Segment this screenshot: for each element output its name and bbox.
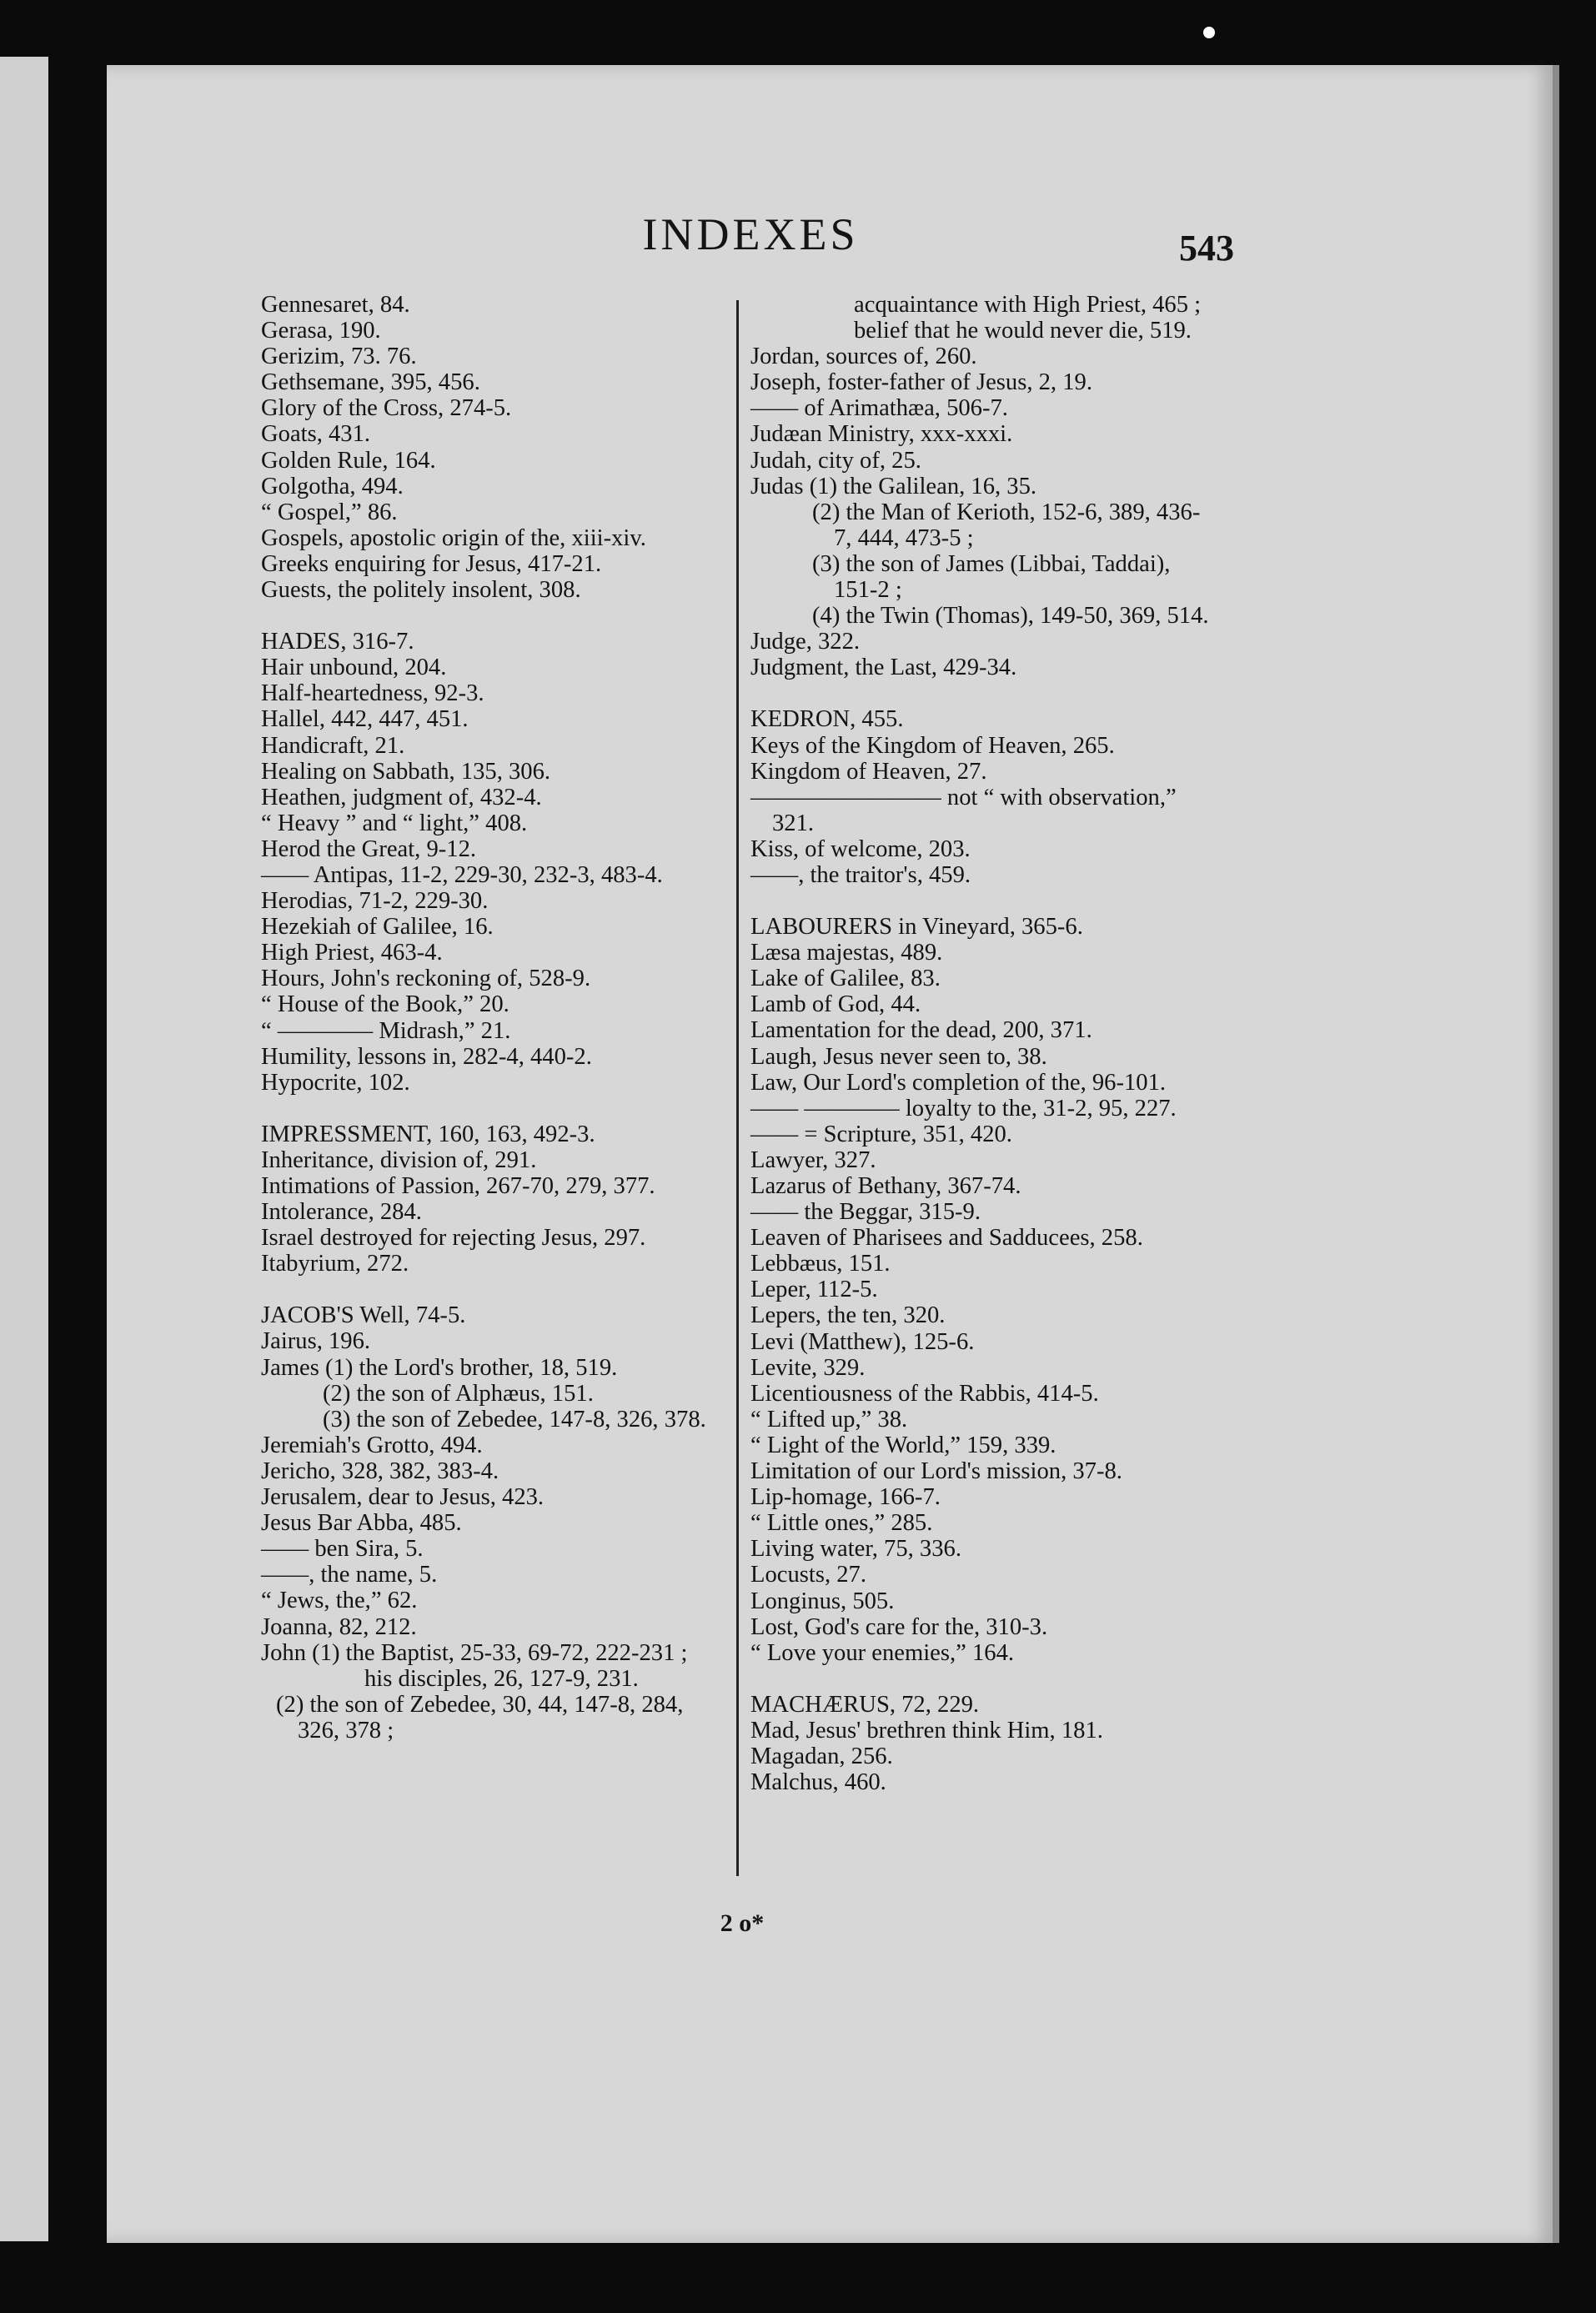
- index-entry: Hair unbound, 204.: [261, 655, 447, 681]
- section-gap: [261, 1096, 728, 1121]
- index-entry: HADES, 316-7.: [261, 629, 414, 655]
- index-entry: Locusts, 27.: [750, 1562, 866, 1588]
- index-entry: Judgment, the Last, 429-34.: [750, 655, 1017, 681]
- index-entry: —— of Arimathæa, 506-7.: [750, 395, 1008, 422]
- index-entry: Living water, 75, 336.: [750, 1536, 961, 1563]
- index-entry: “ Gospel,” 86.: [261, 499, 398, 525]
- page-title: INDEXES: [642, 209, 859, 259]
- column-divider: [736, 300, 739, 1876]
- index-entry: “ House of the Book,” 20.: [261, 991, 509, 1018]
- index-entry: Joseph, foster-father of Jesus, 2, 19.: [750, 369, 1092, 396]
- index-entry: Jairus, 196.: [261, 1328, 371, 1355]
- index-entry: Lost, God's care for the, 310-3.: [750, 1613, 1048, 1640]
- index-entry: Hallel, 442, 447, 451.: [261, 706, 469, 733]
- index-entry: Laugh, Jesus never seen to, 38.: [750, 1043, 1047, 1070]
- index-entry: Lamb of God, 44.: [750, 991, 921, 1018]
- index-entry: (3) the son of Zebedee, 147-8, 326, 378.: [323, 1406, 706, 1432]
- section-gap: [750, 888, 1217, 914]
- index-entry: John (1) the Baptist, 25-33, 69-72, 222-231 ;: [261, 1639, 688, 1666]
- index-entry: Lebbæus, 151.: [750, 1251, 891, 1277]
- index-entry: Keys of the Kingdom of Heaven, 265.: [750, 732, 1115, 759]
- index-entry: Magadan, 256.: [750, 1743, 893, 1769]
- index-entry: Gerizim, 73. 76.: [261, 344, 417, 370]
- index-entry: (2) the son of Zebedee, 30, 44, 147-8, 284, 326, 378 ;: [276, 1691, 684, 1744]
- previous-page-edge: [0, 57, 48, 2241]
- index-entry: Leper, 112-5.: [750, 1277, 878, 1303]
- index-entry: Jordan, sources of, 260.: [750, 344, 977, 370]
- index-entry: Gerasa, 190.: [261, 318, 381, 344]
- index-entry: Hypocrite, 102.: [261, 1069, 410, 1096]
- index-entry: Malchus, 460.: [750, 1769, 886, 1796]
- index-entry: “ Little ones,” 285.: [750, 1510, 933, 1537]
- index-entry: Greeks enquiring for Jesus, 417-21.: [261, 550, 602, 577]
- page-number: 543: [1179, 228, 1234, 268]
- index-entry: Kiss, of welcome, 203.: [750, 835, 971, 862]
- index-entry: Longinus, 505.: [750, 1588, 895, 1614]
- index-entry: Law, Our Lord's completion of the, 96-101.: [750, 1069, 1167, 1096]
- index-entry: Kingdom of Heaven, 27.: [750, 758, 987, 785]
- index-entry: Herodias, 71-2, 229-30.: [261, 888, 489, 915]
- index-entry: Jerusalem, dear to Jesus, 423.: [261, 1484, 545, 1511]
- section-gap: [750, 1666, 1217, 1692]
- index-entry: Limitation of our Lord's mission, 37-8.: [750, 1458, 1122, 1485]
- index-entry: ———————— not “ with observation,” 321.: [750, 784, 1177, 836]
- index-entry: —— = Scripture, 351, 420.: [750, 1121, 1012, 1147]
- index-entry: Læsa majestas, 489.: [750, 940, 943, 966]
- index-entry: Judæan Ministry, xxx-xxxi.: [750, 421, 1013, 448]
- index-entry: Lamentation for the dead, 200, 371.: [750, 1017, 1092, 1044]
- index-entry: Israel destroyed for rejecting Jesus, 297.: [261, 1225, 646, 1252]
- signature-mark: 2 o*: [720, 1909, 765, 1937]
- index-entry: Lip-homage, 166-7.: [750, 1484, 941, 1511]
- index-entry: Licentiousness of the Rabbis, 414-5.: [750, 1380, 1099, 1407]
- index-entry: Goats, 431.: [261, 421, 371, 448]
- index-entry: —— ———— loyalty to the, 31-2, 95, 227.: [750, 1095, 1177, 1121]
- section-gap: [261, 603, 728, 629]
- index-entry: (4) the Twin (Thomas), 149-50, 369, 514.: [812, 603, 1209, 630]
- index-entry: Jesus Bar Abba, 485.: [261, 1510, 462, 1537]
- index-entry: “ Jews, the,” 62.: [261, 1588, 418, 1614]
- index-entry: (3) the son of James (Libbai, Taddai), 151-2 ;: [812, 550, 1171, 604]
- index-entry: Lazarus of Bethany, 367-74.: [750, 1173, 1021, 1199]
- index-entry: High Priest, 463-4.: [261, 940, 443, 966]
- index-entry: Gethsemane, 395, 456.: [261, 369, 480, 396]
- index-entry: —— Antipas, 11-2, 229-30, 232-3, 483-4.: [261, 861, 663, 888]
- index-entry: Guests, the politely insolent, 308.: [261, 577, 581, 604]
- index-entry: Mad, Jesus' brethren think Him, 181.: [750, 1717, 1103, 1744]
- index-entry: Joanna, 82, 212.: [261, 1613, 417, 1640]
- index-entry: Golgotha, 494.: [261, 473, 404, 499]
- index-entry: LABOURERS in Vineyard, 365-6.: [750, 914, 1083, 941]
- index-entry: ——, the traitor's, 459.: [750, 861, 971, 888]
- index-entry: Intimations of Passion, 267-70, 279, 377.: [261, 1173, 655, 1199]
- index-entry: Herod the Great, 9-12.: [261, 835, 477, 862]
- index-entry: Jericho, 328, 382, 383-4.: [261, 1458, 499, 1484]
- index-entry: MACHÆRUS, 72, 229.: [750, 1691, 980, 1718]
- index-entry: Leaven of Pharisees and Sadducees, 258.: [750, 1225, 1143, 1252]
- index-entry: Gennesaret, 84.: [261, 292, 410, 318]
- index-entry: “ ———— Midrash,” 21.: [261, 1017, 511, 1044]
- index-entry: his disciples, 26, 127-9, 231.: [364, 1665, 639, 1692]
- index-entry: Glory of the Cross, 274-5.: [261, 395, 512, 422]
- index-entry: Humility, lessons in, 282-4, 440-2.: [261, 1043, 592, 1070]
- index-entry: Hezekiah of Galilee, 16.: [261, 914, 494, 941]
- index-entry: Healing on Sabbath, 135, 306.: [261, 758, 551, 785]
- index-entry: acquaintance with High Priest, 465 ;: [854, 292, 1202, 318]
- index-entry: (2) the son of Alphæus, 151.: [323, 1380, 594, 1407]
- index-entry: IMPRESSMENT, 160, 163, 492-3.: [261, 1121, 595, 1147]
- index-entry: “ Light of the World,” 159, 339.: [750, 1432, 1056, 1458]
- index-entry: “ Heavy ” and “ light,” 408.: [261, 810, 528, 836]
- index-entry: Levite, 329.: [750, 1354, 866, 1381]
- index-entry: Handicraft, 21.: [261, 732, 405, 759]
- index-entry: “ Love your enemies,” 164.: [750, 1639, 1015, 1666]
- index-entry: Jeremiah's Grotto, 494.: [261, 1432, 483, 1458]
- index-entry: “ Lifted up,” 38.: [750, 1406, 908, 1432]
- index-entry: belief that he would never die, 519.: [854, 318, 1192, 344]
- index-entry: Lawyer, 327.: [750, 1146, 876, 1173]
- speck: [1203, 27, 1215, 38]
- index-entry: James (1) the Lord's brother, 18, 519.: [261, 1354, 618, 1381]
- index-entry: Judas (1) the Galilean, 16, 35.: [750, 473, 1037, 499]
- index-entry: Inheritance, division of, 291.: [261, 1146, 537, 1173]
- index-entry: ——, the name, 5.: [261, 1562, 438, 1588]
- index-entry: Heathen, judgment of, 432-4.: [261, 784, 542, 810]
- index-entry: Golden Rule, 164.: [261, 447, 436, 474]
- index-entry: Itabyrium, 272.: [261, 1251, 409, 1277]
- index-entry: Intolerance, 284.: [261, 1199, 422, 1226]
- index-entry: —— the Beggar, 315-9.: [750, 1199, 981, 1226]
- index-entry: Judah, city of, 25.: [750, 447, 921, 474]
- index-entry: Judge, 322.: [750, 629, 861, 655]
- index-entry: Lake of Galilee, 83.: [750, 966, 941, 992]
- index-entry: Half-heartedness, 92-3.: [261, 680, 484, 707]
- index-entry: KEDRON, 455.: [750, 706, 904, 733]
- section-gap: [750, 680, 1217, 706]
- index-entry: Levi (Matthew), 125-6.: [750, 1328, 975, 1355]
- index-column-right: [750, 292, 1217, 1795]
- index-entry: —— ben Sira, 5.: [261, 1536, 424, 1563]
- index-entry: Gospels, apostolic origin of the, xiii-xiv.: [261, 524, 646, 551]
- index-entry: Hours, John's reckoning of, 528-9.: [261, 966, 591, 992]
- index-entry: JACOB'S Well, 74-5.: [261, 1302, 466, 1329]
- section-gap: [261, 1277, 728, 1302]
- index-entry: (2) the Man of Kerioth, 152-6, 389, 436-7, 444, 473-5 ;: [812, 499, 1201, 551]
- index-entry: Lepers, the ten, 320.: [750, 1302, 946, 1329]
- index-column-left: [261, 292, 728, 1744]
